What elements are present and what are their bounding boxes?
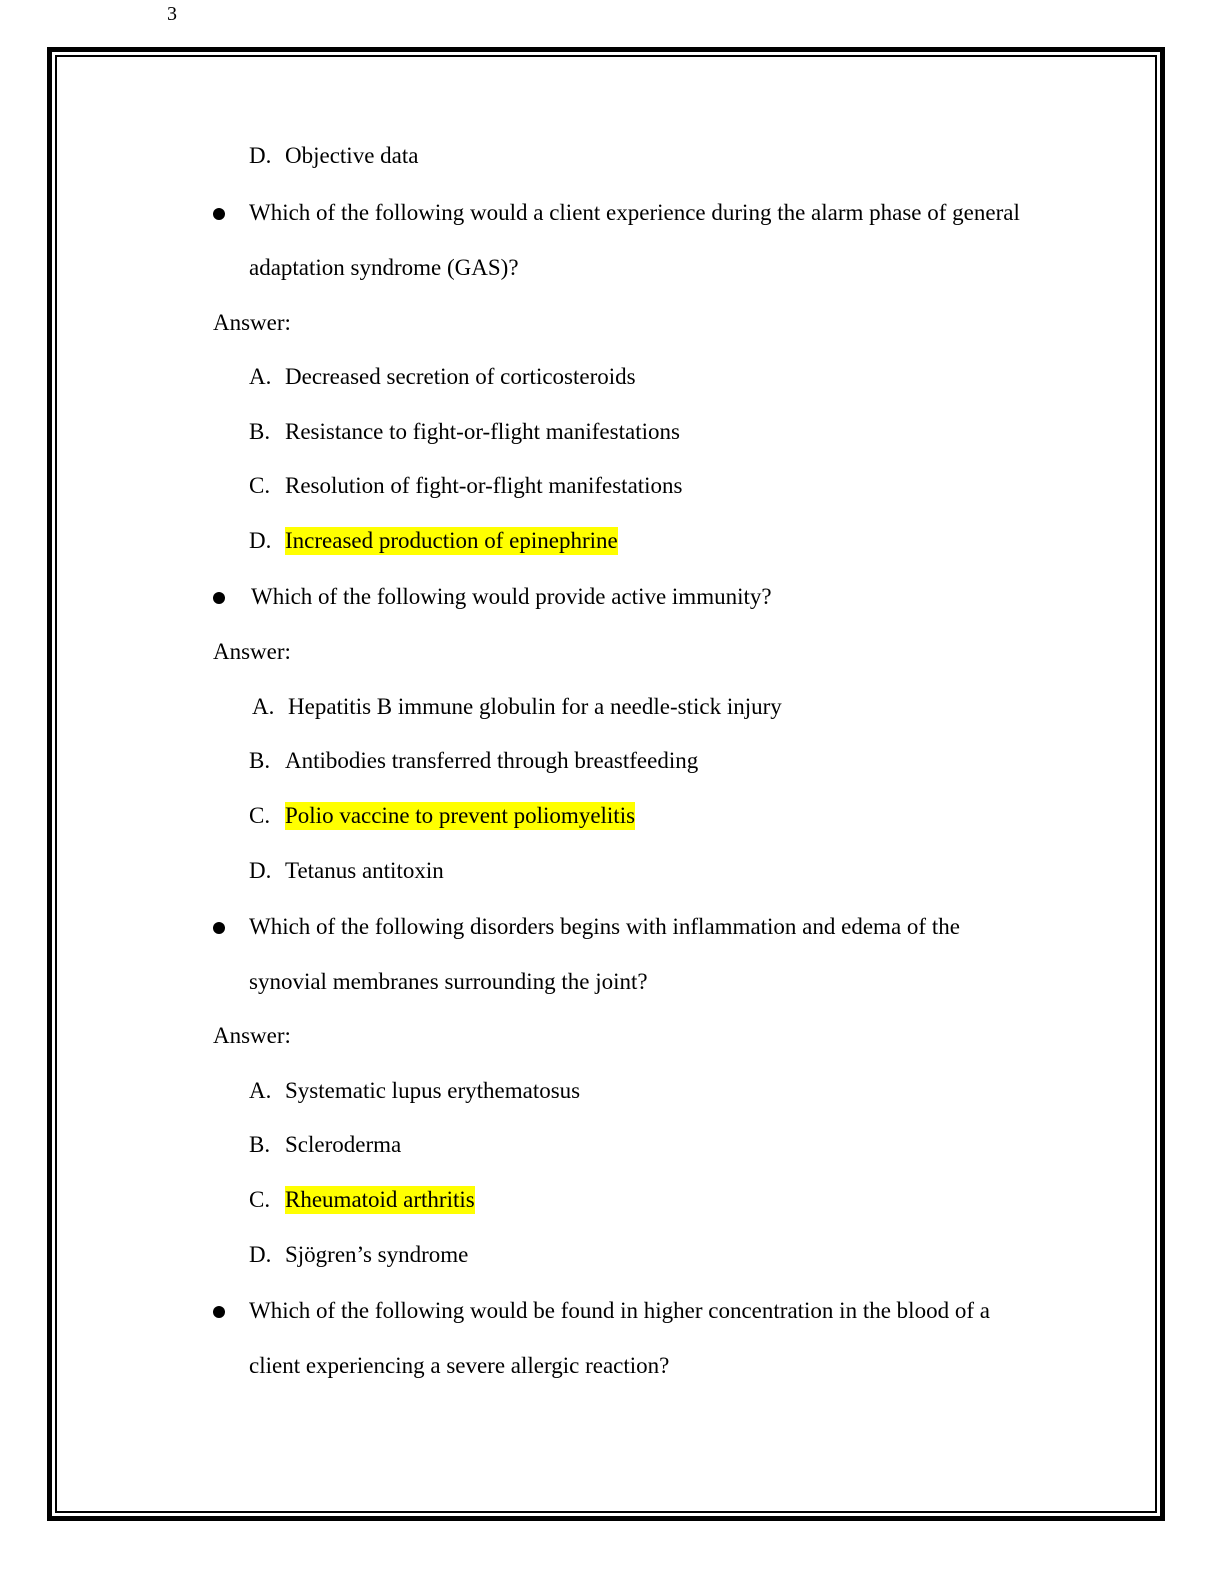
- option-text: Scleroderma: [285, 1132, 402, 1157]
- option-letter: A.: [249, 1078, 272, 1103]
- question-line: Which of the following would a client experience during the alarm phase of general: [249, 200, 1020, 225]
- bullet: [213, 922, 225, 934]
- option-letter: A.: [249, 364, 272, 389]
- option-letter: B.: [249, 419, 271, 444]
- option-text: Hepatitis B immune globulin for a needle-stick injury: [288, 694, 782, 719]
- bullet: [213, 592, 225, 604]
- option-text: Sjögren’s syndrome: [285, 1242, 469, 1267]
- option-text-highlighted: Polio vaccine to prevent poliomyelitis: [285, 803, 636, 828]
- page-border-inner: [55, 55, 1157, 1513]
- answer-label: Answer:: [213, 310, 291, 335]
- option-text-highlighted: Increased production of epinephrine: [285, 528, 618, 553]
- option-letter: B.: [249, 748, 271, 773]
- question-line: Which of the following disorders begins with inflammation and edema of the: [249, 914, 960, 939]
- option-letter: C.: [249, 1187, 271, 1212]
- option-text: Resistance to fight-or-flight manifestations: [285, 419, 680, 444]
- option-text: Systematic lupus erythematosus: [285, 1078, 581, 1103]
- option-letter: D.: [249, 1242, 272, 1267]
- option-letter: D.: [249, 143, 272, 168]
- question-line: Which of the following would provide active immunity?: [251, 584, 772, 609]
- option-text: Antibodies transferred through breastfeeding: [285, 748, 699, 773]
- answer-label: Answer:: [213, 1023, 291, 1048]
- option-letter: C.: [249, 803, 271, 828]
- bullet: [213, 208, 225, 220]
- option-text-highlighted: Rheumatoid arthritis: [285, 1187, 475, 1212]
- option-text: Objective data: [285, 143, 419, 168]
- option-text: Decreased secretion of corticosteroids: [285, 364, 636, 389]
- option-letter: B.: [249, 1132, 271, 1157]
- option-letter: C.: [249, 473, 271, 498]
- question-line: Which of the following would be found in higher concentration in the blood of a: [249, 1298, 990, 1323]
- question-line: client experiencing a severe allergic reaction?: [249, 1353, 670, 1378]
- option-letter: A.: [252, 694, 275, 719]
- option-text: Tetanus antitoxin: [285, 858, 444, 883]
- answer-label: Answer:: [213, 639, 291, 664]
- question-line: adaptation syndrome (GAS)?: [249, 255, 519, 280]
- question-line: synovial membranes surrounding the joint?: [249, 969, 648, 994]
- bullet: [213, 1306, 225, 1318]
- option-text: Resolution of fight-or-flight manifestations: [285, 473, 683, 498]
- page-number: 3: [167, 3, 177, 25]
- option-letter: D.: [249, 858, 272, 883]
- option-letter: D.: [249, 528, 272, 553]
